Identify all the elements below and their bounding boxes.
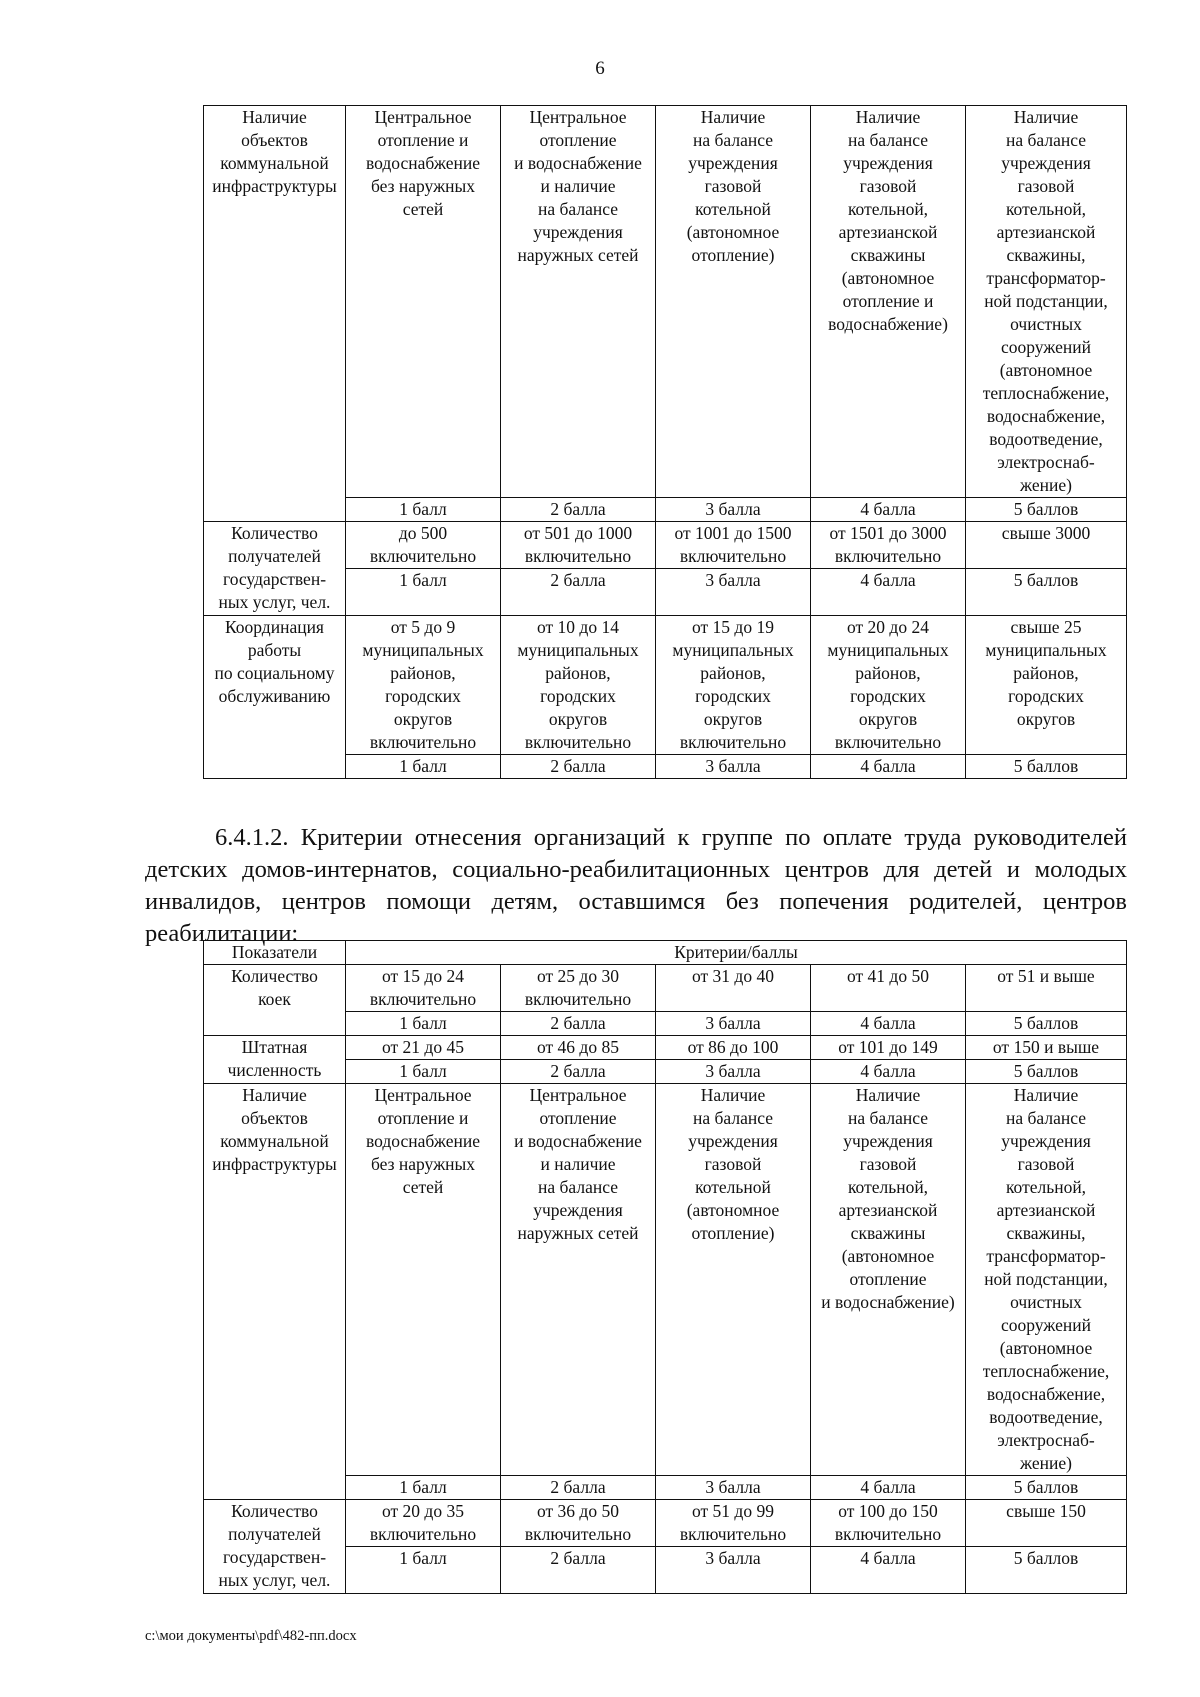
footer-file-path: c:\мои документы\pdf\482-пп.docx	[145, 1628, 357, 1644]
criterion-cell: от 1501 до 3000 включительно	[811, 522, 966, 569]
criterion-cell: от 15 до 24 включительно	[346, 965, 501, 1012]
score-cell: 2 балла	[501, 755, 656, 779]
indicator-label: Наличие объектов коммунальной инфраструктуры	[204, 106, 346, 522]
criterion-cell: Наличие на балансе учреждения газовой котельной (автономное отопление)	[656, 1084, 811, 1476]
score-cell: 5 баллов	[966, 755, 1127, 779]
criterion-cell: от 46 до 85	[501, 1036, 656, 1060]
criteria-table-continued	[203, 105, 1127, 779]
score-cell: 3 балла	[656, 1060, 811, 1084]
score-cell: 1 балл	[346, 569, 501, 616]
criterion-cell: от 5 до 9 муниципальных районов, городских округов включительно	[346, 616, 501, 755]
indicator-label: Количество получателей государствен- ных услуг, чел.	[204, 522, 346, 616]
criterion-cell: от 20 до 35 включительно	[346, 1500, 501, 1547]
criterion-cell: от 51 до 99 включительно	[656, 1500, 811, 1547]
criteria-table	[203, 940, 1127, 1594]
score-cell: 3 балла	[656, 498, 811, 522]
score-cell: 3 балла	[656, 569, 811, 616]
score-cell: 5 баллов	[966, 569, 1127, 616]
table-header-row	[204, 941, 1127, 965]
criterion-cell: Центральное отопление и водоснабжение без наружных сетей	[346, 1084, 501, 1476]
score-cell: 5 баллов	[966, 498, 1127, 522]
score-cell: 1 балл	[346, 1547, 501, 1594]
indicator-label: Координация работы по социальному обслуживанию	[204, 616, 346, 779]
criterion-cell: Центральное отопление и водоснабжение и наличие на балансе учреждения наружных сетей	[501, 106, 656, 498]
table-row	[204, 616, 1127, 755]
criterion-cell: от 86 до 100	[656, 1036, 811, 1060]
score-cell: 1 балл	[346, 1060, 501, 1084]
criterion-cell: от 100 до 150 включительно	[811, 1500, 966, 1547]
criterion-cell: от 41 до 50	[811, 965, 966, 1012]
score-cell: 2 балла	[501, 1476, 656, 1500]
score-cell: 4 балла	[811, 1476, 966, 1500]
score-cell: 3 балла	[656, 1012, 811, 1036]
header-indicators: Показатели	[204, 941, 346, 965]
score-cell: 5 баллов	[966, 1476, 1127, 1500]
score-cell: 3 балла	[656, 1476, 811, 1500]
criterion-cell: от 51 и выше	[966, 965, 1127, 1012]
criterion-cell: от 21 до 45	[346, 1036, 501, 1060]
criterion-cell: от 31 до 40	[656, 965, 811, 1012]
criterion-cell: Наличие на балансе учреждения газовой котельной, артезианской скважины (автономное отопление и водоснабжение)	[811, 1084, 966, 1476]
score-cell: 5 баллов	[966, 1060, 1127, 1084]
criterion-cell: Наличие на балансе учреждения газовой котельной, артезианской скважины (автономное отопление и водоснабжение)	[811, 106, 966, 498]
score-cell: 2 балла	[501, 1012, 656, 1036]
criterion-cell: от 501 до 1000 включительно	[501, 522, 656, 569]
score-cell: 4 балла	[811, 755, 966, 779]
score-cell: 3 балла	[656, 755, 811, 779]
criterion-cell: от 150 и выше	[966, 1036, 1127, 1060]
criterion-cell: от 1001 до 1500 включительно	[656, 522, 811, 569]
criterion-cell: Центральное отопление и водоснабжение и наличие на балансе учреждения наружных сетей	[501, 1084, 656, 1476]
criterion-cell: от 25 до 30 включительно	[501, 965, 656, 1012]
section-paragraph: 6.4.1.2. Критерии отнесения организаций к группе по оплате труда руководителей детских домов-интернатов, социально-реабилитационных центров для детей и молодых инвалидов, центров помощи детям, оставшимся без попечения родителей, центров реабилитации:	[145, 823, 1127, 947]
criterion-cell: от 101 до 149	[811, 1036, 966, 1060]
score-cell: 2 балла	[501, 498, 656, 522]
criterion-cell: от 15 до 19 муниципальных районов, городских округов включительно	[656, 616, 811, 755]
table-row	[204, 1036, 1127, 1060]
table-row	[204, 522, 1127, 569]
score-cell: 4 балла	[811, 1012, 966, 1036]
criterion-cell: до 500 включительно	[346, 522, 501, 569]
table-row	[204, 106, 1127, 498]
score-cell: 4 балла	[811, 1060, 966, 1084]
score-cell: 4 балла	[811, 569, 966, 616]
criterion-cell: свыше 150	[966, 1500, 1127, 1547]
table-row	[204, 1500, 1127, 1547]
criterion-cell: свыше 3000	[966, 522, 1127, 569]
score-cell: 4 балла	[811, 1547, 966, 1594]
criterion-cell: Наличие на балансе учреждения газовой котельной, артезианской скважины, трансформатор- ной подстанции, очистных сооружений (автономное теплоснабжение, водоснабжение, водоотведение, электроснаб- жение)	[966, 1084, 1127, 1476]
indicator-label: Количество коек	[204, 965, 346, 1036]
page-number: 6	[595, 58, 605, 79]
indicator-label: Штатная численность	[204, 1036, 346, 1084]
table-row	[204, 1084, 1127, 1476]
indicator-label: Наличие объектов коммунальной инфраструктуры	[204, 1084, 346, 1500]
table-row	[204, 965, 1127, 1012]
score-cell: 1 балл	[346, 755, 501, 779]
score-cell: 2 балла	[501, 569, 656, 616]
criterion-cell: Центральное отопление и водоснабжение без наружных сетей	[346, 106, 501, 498]
score-cell: 2 балла	[501, 1060, 656, 1084]
indicator-label: Количество получателей государствен- ных услуг, чел.	[204, 1500, 346, 1594]
score-cell: 1 балл	[346, 1012, 501, 1036]
criterion-cell: от 20 до 24 муниципальных районов, городских округов включительно	[811, 616, 966, 755]
header-criteria: Критерии/баллы	[346, 941, 1127, 965]
criterion-cell: свыше 25 муниципальных районов, городских округов	[966, 616, 1127, 755]
score-cell: 1 балл	[346, 498, 501, 522]
score-cell: 1 балл	[346, 1476, 501, 1500]
criterion-cell: Наличие на балансе учреждения газовой котельной, артезианской скважины, трансформатор- ной подстанции, очистных сооружений (автономное теплоснабжение, водоснабжение, водоотведение, электроснаб- жение)	[966, 106, 1127, 498]
criterion-cell: от 10 до 14 муниципальных районов, городских округов включительно	[501, 616, 656, 755]
score-cell: 5 баллов	[966, 1012, 1127, 1036]
score-cell: 5 баллов	[966, 1547, 1127, 1594]
score-cell: 3 балла	[656, 1547, 811, 1594]
score-cell: 4 балла	[811, 498, 966, 522]
criterion-cell: от 36 до 50 включительно	[501, 1500, 656, 1547]
score-cell: 2 балла	[501, 1547, 656, 1594]
criterion-cell: Наличие на балансе учреждения газовой котельной (автономное отопление)	[656, 106, 811, 498]
